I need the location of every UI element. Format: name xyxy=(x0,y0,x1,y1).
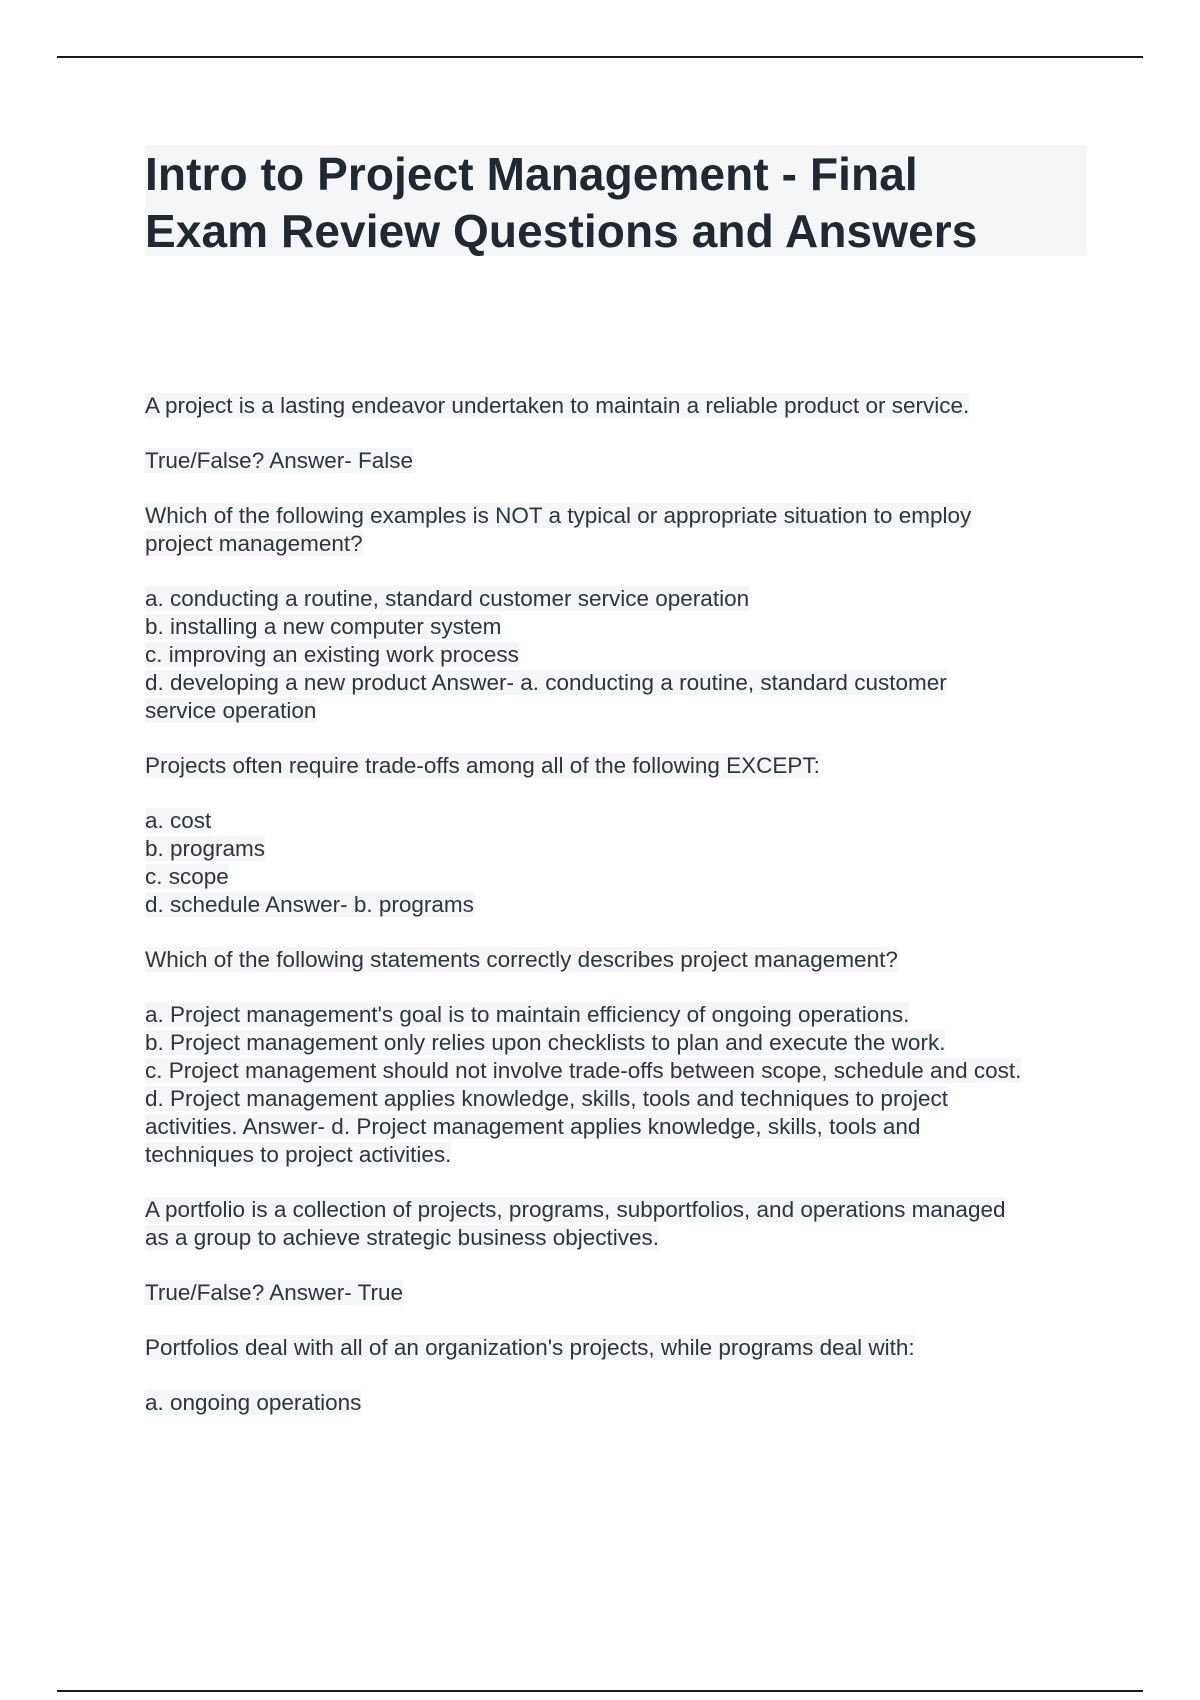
text-line xyxy=(145,863,1095,891)
text-line xyxy=(145,613,1095,641)
text-line xyxy=(145,1224,1095,1252)
text-line xyxy=(145,697,1095,725)
qa-paragraph xyxy=(145,1001,1095,1169)
line-text: activities. Answer- d. Project management applies knowledge, skills, tools and xyxy=(145,1114,921,1139)
line-text: b. installing a new computer system xyxy=(145,614,502,639)
line-text: b. programs xyxy=(145,836,266,861)
qa-paragraph xyxy=(145,752,1095,780)
text-line xyxy=(145,669,1095,697)
line-text: a. Project management's goal is to maintain efficiency of ongoing operations. xyxy=(145,1002,910,1027)
line-text: Portfolios deal with all of an organization's projects, while programs deal with: xyxy=(145,1335,915,1360)
qa-paragraph xyxy=(145,502,1095,558)
line-text: Projects often require trade-offs among all of the following EXCEPT: xyxy=(145,753,820,778)
text-line xyxy=(145,891,1095,919)
line-text: d. developing a new product Answer- a. conducting a routine, standard customer xyxy=(145,670,947,695)
line-text: a. ongoing operations xyxy=(145,1390,362,1415)
qa-paragraph xyxy=(145,1279,1095,1307)
document-body xyxy=(145,392,1095,1444)
top-rule xyxy=(57,56,1143,58)
qa-paragraph xyxy=(145,447,1095,475)
line-text: c. improving an existing work process xyxy=(145,642,519,667)
line-text: d. Project management applies knowledge, skills, tools and techniques to project xyxy=(145,1086,948,1111)
text-line xyxy=(145,1334,1095,1362)
line-text: techniques to project activities. xyxy=(145,1142,452,1167)
text-line xyxy=(145,835,1095,863)
title-line: Intro to Project Management - Final xyxy=(145,148,918,200)
text-line xyxy=(145,392,1095,420)
text-line xyxy=(145,1113,1095,1141)
qa-paragraph xyxy=(145,1389,1095,1417)
line-text: service operation xyxy=(145,698,317,723)
line-text: a. conducting a routine, standard customer service operation xyxy=(145,586,750,611)
qa-paragraph xyxy=(145,1334,1095,1362)
line-text: b. Project management only relies upon checklists to plan and execute the work. xyxy=(145,1030,946,1055)
line-text: True/False? Answer- False xyxy=(145,448,414,473)
line-text: True/False? Answer- True xyxy=(145,1280,404,1305)
title-line: Exam Review Questions and Answers xyxy=(145,205,978,257)
line-text: as a group to achieve strategic business objectives. xyxy=(145,1225,660,1250)
line-text: c. Project management should not involve trade-offs between scope, schedule and cost. xyxy=(145,1058,1022,1083)
line-text: c. scope xyxy=(145,864,229,889)
qa-paragraph xyxy=(145,946,1095,974)
bottom-rule xyxy=(57,1690,1143,1692)
text-line xyxy=(145,530,1095,558)
text-line xyxy=(145,1057,1095,1085)
line-text: project management? xyxy=(145,531,363,556)
text-line xyxy=(145,1085,1095,1113)
text-line xyxy=(145,1389,1095,1417)
line-text: A project is a lasting endeavor undertaken to maintain a reliable product or service. xyxy=(145,393,970,418)
document-title xyxy=(145,146,1090,260)
text-line xyxy=(145,807,1095,835)
line-text: a. cost xyxy=(145,808,212,833)
text-line xyxy=(145,641,1095,669)
qa-paragraph xyxy=(145,1196,1095,1252)
text-line xyxy=(145,1196,1095,1224)
text-line xyxy=(145,752,1095,780)
text-line xyxy=(145,1141,1095,1169)
text-line xyxy=(145,1029,1095,1057)
text-line xyxy=(145,1279,1095,1307)
line-text: d. schedule Answer- b. programs xyxy=(145,892,474,917)
qa-paragraph xyxy=(145,807,1095,919)
text-line xyxy=(145,946,1095,974)
text-line xyxy=(145,502,1095,530)
qa-paragraph xyxy=(145,392,1095,420)
text-line xyxy=(145,447,1095,475)
text-line xyxy=(145,585,1095,613)
line-text: Which of the following examples is NOT a typical or appropriate situation to employ xyxy=(145,503,972,528)
line-text: A portfolio is a collection of projects, programs, subportfolios, and operations managed xyxy=(145,1197,1006,1222)
text-line xyxy=(145,1001,1095,1029)
line-text: Which of the following statements correctly describes project management? xyxy=(145,947,898,972)
qa-paragraph xyxy=(145,585,1095,725)
